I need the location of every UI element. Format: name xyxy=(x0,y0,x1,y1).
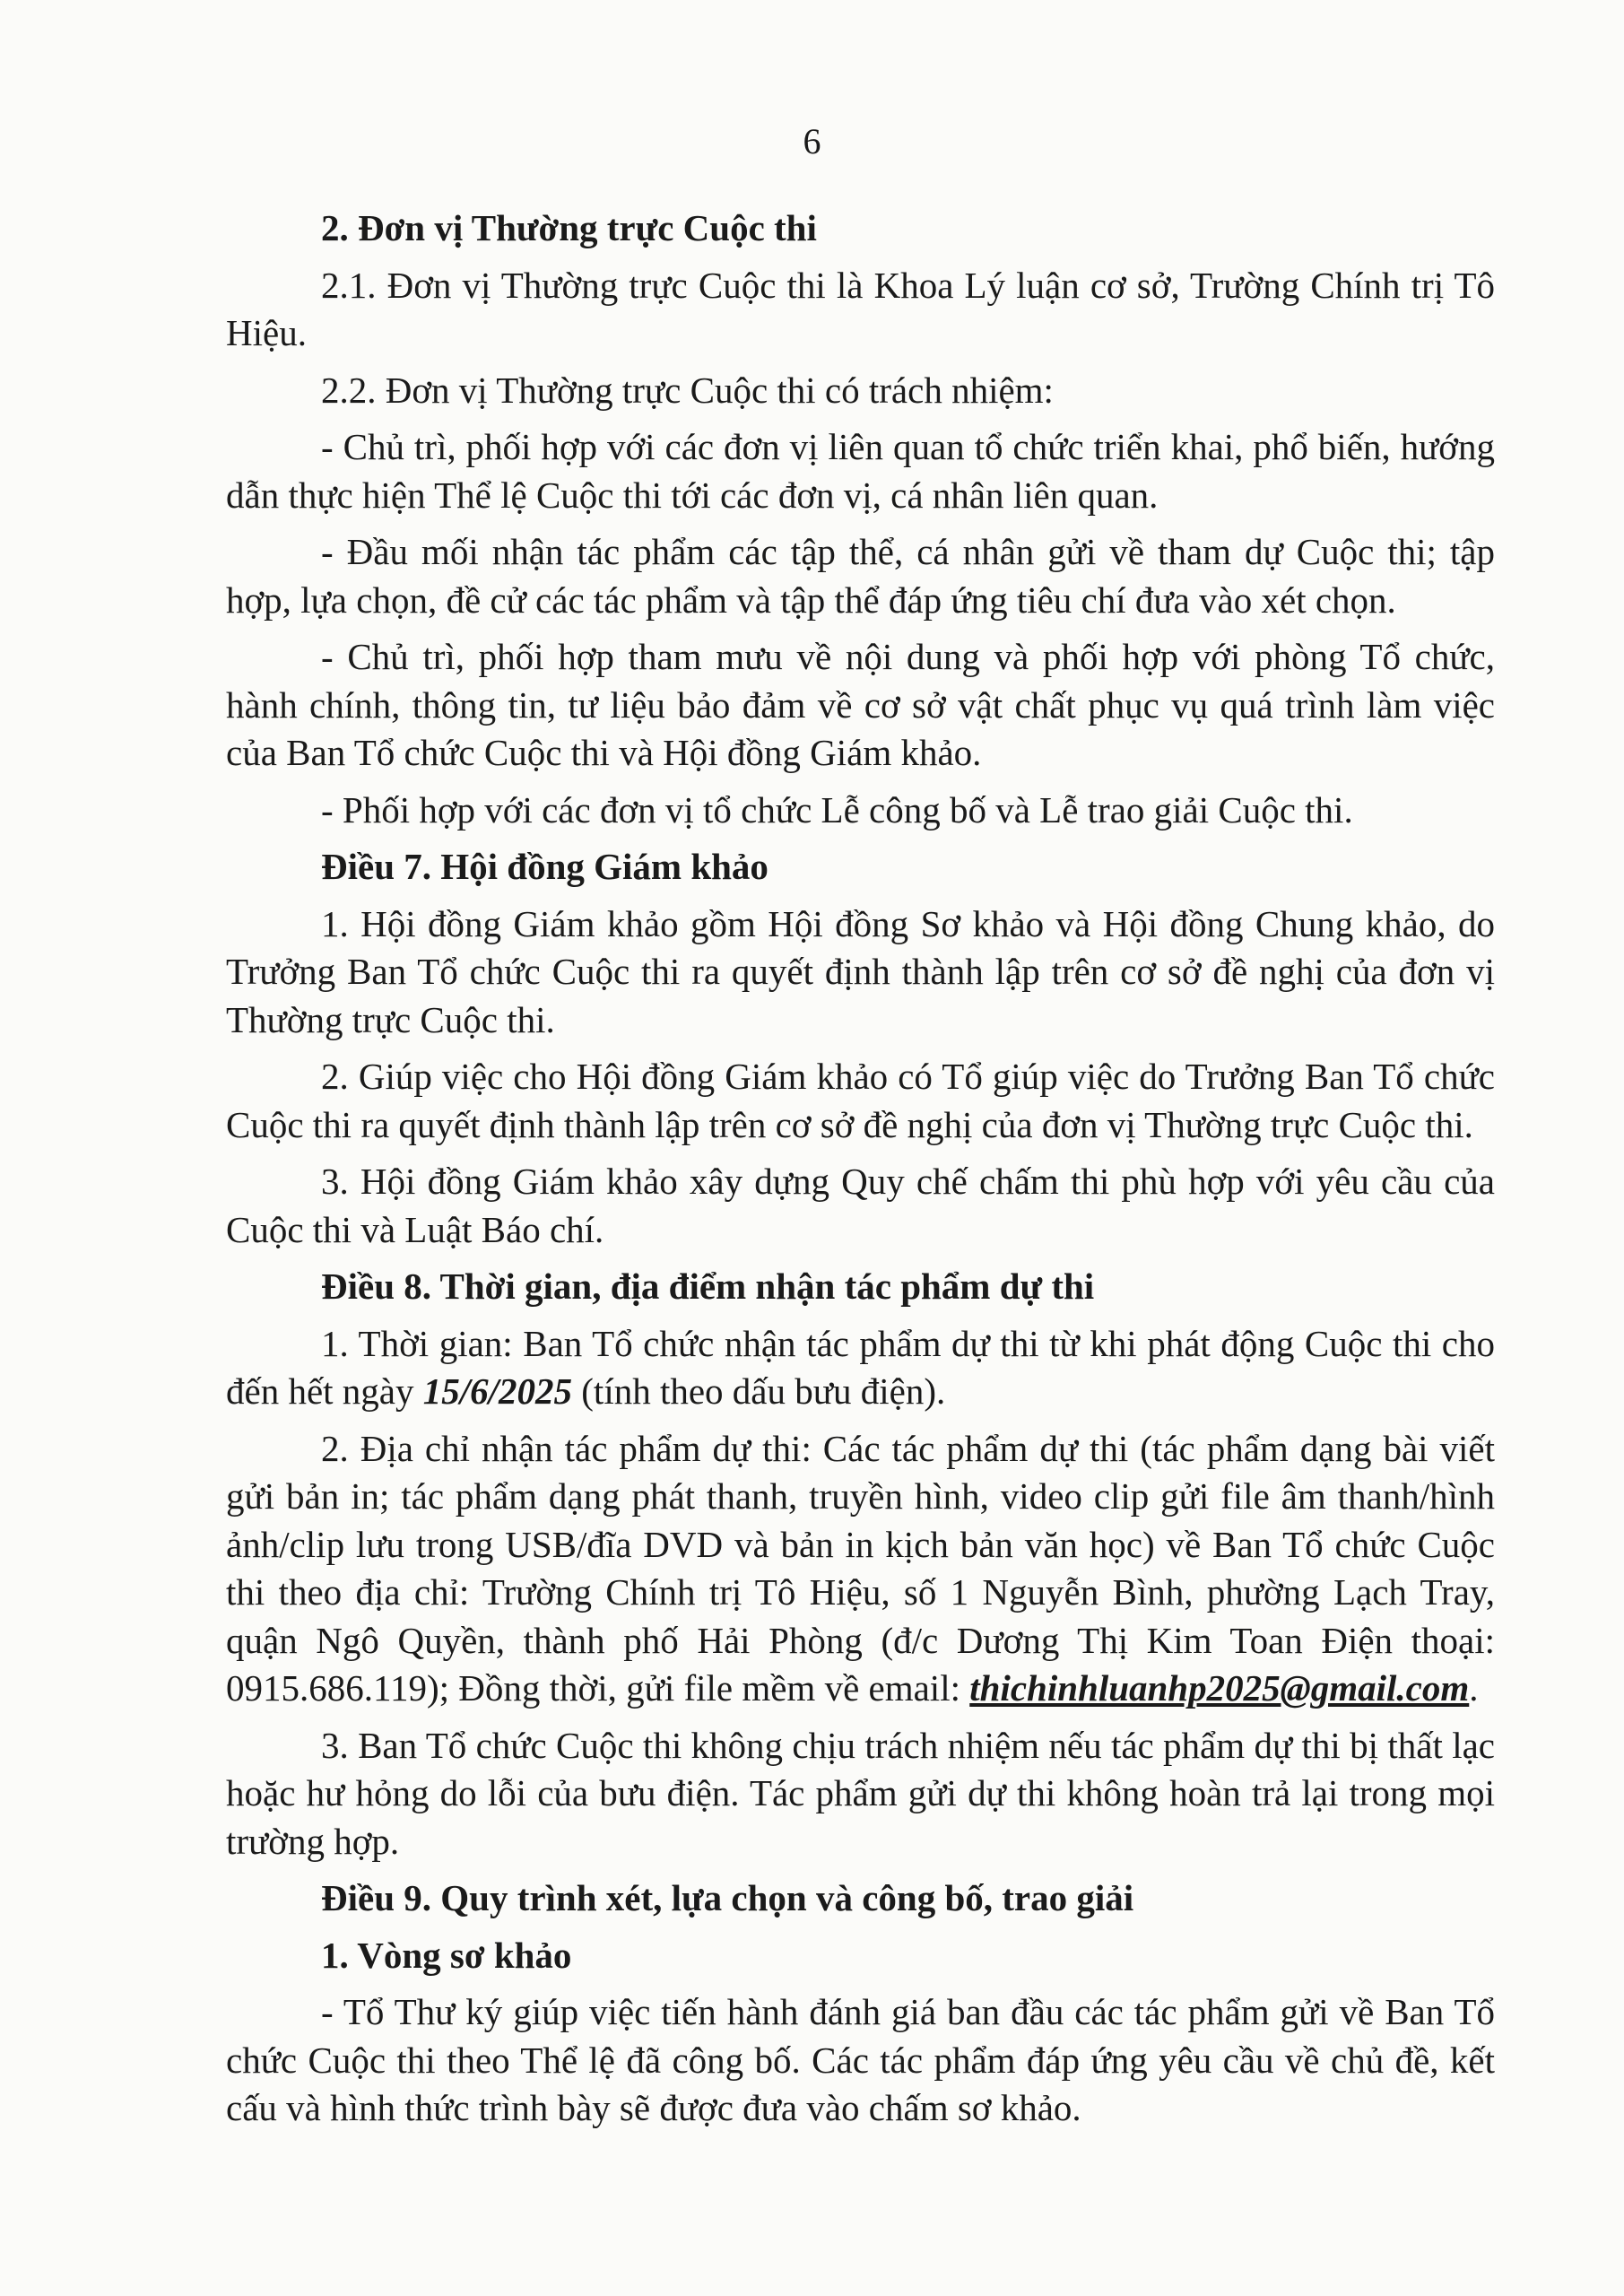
heading-preliminary-round: 1. Vòng sơ khảo xyxy=(321,1934,572,1976)
text-run: (tính theo dấu bưu điện). xyxy=(572,1370,946,1412)
heading-article-8: Điều 8. Thời gian, địa điểm nhận tác phẩm dự thi xyxy=(321,1265,1095,1307)
heading-article-7: Điều 7. Hội đồng Giám khảo xyxy=(321,846,769,887)
paragraph: - Đầu mối nhận tác phẩm các tập thể, cá nhân gửi về tham dự Cuộc thi; tập hợp, lựa chọn, đề cử các tác phẩm và tập thể đáp ứng tiêu chí đưa vào xét chọn. xyxy=(226,531,1495,621)
paragraph: 3. Ban Tổ chức Cuộc thi không chịu trách nhiệm nếu tác phẩm dự thi bị thất lạc hoặc hư hỏng do lỗi của bưu điện. Tác phẩm gửi dự thi không hoàn trả lại trong mọi trường hợp. xyxy=(226,1724,1495,1862)
heading-article-9: Điều 9. Quy trình xét, lựa chọn và công bố, trao giải xyxy=(321,1877,1134,1918)
email-link[interactable]: thichinhluanhp2025@gmail.com xyxy=(969,1667,1470,1709)
text-run: 1. Thời gian: Ban Tổ chức nhận tác phẩm dự thi từ khi phát động Cuộc thi cho đến hết ngày xyxy=(226,1322,1495,1412)
paragraph-address xyxy=(226,1425,1495,1713)
paragraph: - Phối hợp với các đơn vị tổ chức Lễ công bố và Lễ trao giải Cuộc thi. xyxy=(321,788,1353,831)
paragraph: - Chủ trì, phối hợp với các đơn vị liên quan tổ chức triển khai, phổ biến, hướng dẫn thực hiện Thể lệ Cuộc thi tới các đơn vị, cá nhân liên quan. xyxy=(226,426,1495,516)
paragraph: 2.1. Đơn vị Thường trực Cuộc thi là Khoa Lý luận cơ sở, Trường Chính trị Tô Hiệu. xyxy=(226,264,1495,353)
page-number: 6 xyxy=(803,121,821,161)
paragraph: 1. Hội đồng Giám khảo gồm Hội đồng Sơ khảo và Hội đồng Chung khảo, do Trưởng Ban Tổ chức Cuộc thi ra quyết định thành lập trên cơ sở đề nghị của đơn vị Thường trực Cuộc thi. xyxy=(226,902,1495,1040)
paragraph: - Tổ Thư ký giúp việc tiến hành đánh giá ban đầu các tác phẩm gửi về Ban Tổ chức Cuộc thi theo Thể lệ đã công bố. Các tác phẩm đáp ứng yêu cầu về chủ đề, kết cấu và hình thức trình bày sẽ được đưa vào chấm sơ khảo. xyxy=(226,1991,1495,2128)
heading-standing-unit: 2. Đơn vị Thường trực Cuộc thi xyxy=(321,207,817,248)
paragraph: 2.2. Đơn vị Thường trực Cuộc thi có trách nhiệm: xyxy=(321,369,1054,411)
text-run: . xyxy=(1469,1667,1479,1709)
paragraph: - Chủ trì, phối hợp tham mưu về nội dung và phối hợp với phòng Tổ chức, hành chính, thông tin, tư liệu bảo đảm về cơ sở vật chất phục vụ quá trình làm việc của Ban Tổ chức Cuộc thi và Hội đồng Giám khảo. xyxy=(226,636,1495,773)
paragraph: 2. Giúp việc cho Hội đồng Giám khảo có Tổ giúp việc do Trưởng Ban Tổ chức Cuộc thi ra quyết định thành lập trên cơ sở đề nghị của đơn vị Thường trực Cuộc thi. xyxy=(226,1056,1495,1145)
paragraph-deadline xyxy=(226,1320,1495,1416)
document-body xyxy=(226,204,1495,2133)
paragraph: 3. Hội đồng Giám khảo xây dựng Quy chế chấm thi phù hợp với yêu cầu của Cuộc thi và Luật Báo chí. xyxy=(226,1161,1495,1250)
deadline-date: 15/6/2025 xyxy=(422,1370,573,1412)
text-run: 2. Địa chỉ nhận tác phẩm dự thi: Các tác phẩm dự thi (tác phẩm dạng bài viết gửi bản in; tác phẩm dạng phát thanh, truyền hình, video clip gửi file âm thanh/hình ảnh/clip lưu trong USB/đĩa DVD và bản in kịch bản văn học) về Ban Tổ chức Cuộc thi theo địa chỉ: Trường Chính trị Tô Hiệu, số 1 Nguyễn Bình, phường Lạch Tray, quận Ngô Quyền, thành phố Hải Phòng (đ/c Dương Thị Kim Toan Điện thoại: 0915.686.119); Đồng thời, gửi file mềm về email: xyxy=(226,1427,1495,1709)
